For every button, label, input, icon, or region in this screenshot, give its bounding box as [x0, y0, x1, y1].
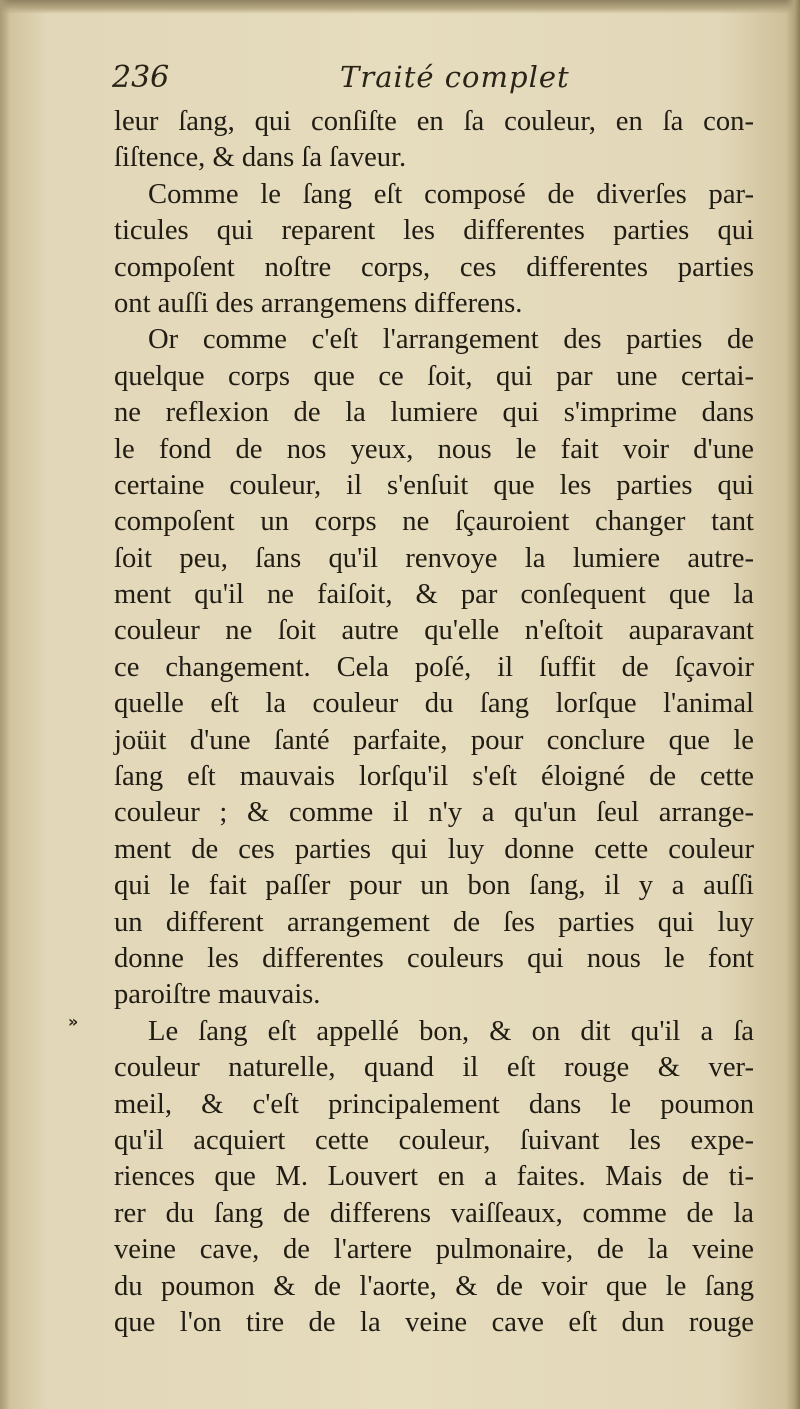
text-line: quelque corps que ce ſoit, qui par une certai- [114, 360, 754, 392]
text-line: qui le fait paſſer pour un bon ſang, il y a auſſi [114, 870, 754, 902]
text-line: rer du ſang de differens vaiſſeaux, comme de la [114, 1197, 754, 1229]
text-line: ment de ces parties qui luy donne cette couleur [114, 833, 754, 865]
text-line: veine cave, de l'artere pulmonaire, de la veine [114, 1234, 754, 1266]
text-line: couleur ne ſoit autre qu'elle n'eſtoit auparavant [114, 615, 754, 647]
text-line: ſang eſt mauvais lorſqu'il s'eſt éloigné de cette [114, 761, 754, 793]
text-line: que l'on tire de la veine cave eſt dun rouge [114, 1306, 754, 1338]
running-title: Traité complet [340, 60, 570, 94]
page-top-edge [0, 0, 800, 14]
text-line: ticules qui reparent les differentes parties qui [114, 215, 754, 247]
text-line: qu'il acquiert cette couleur, ſuivant les expe- [114, 1124, 754, 1156]
page-header [112, 60, 772, 100]
text-line: couleur naturelle, quand il eſt rouge & ver- [114, 1052, 754, 1084]
text-line: ſoit peu, ſans qu'il renvoye la lumiere autre- [114, 542, 754, 574]
text-line: donne les differentes couleurs qui nous le font [114, 942, 754, 974]
text-line: ce changement. Cela poſé, il ſuffit de ſçavoir [114, 651, 754, 683]
text-line: le fond de nos yeux, nous le fait voir d'une [114, 433, 754, 465]
text-line: riences que M. Louvert en a faites. Mais de ti- [114, 1161, 754, 1193]
text-line: ne reflexion de la lumiere qui s'imprime dans [114, 397, 754, 429]
text-line: ment qu'il ne faiſoit, & par conſequent que la [114, 579, 754, 611]
text-line: meil, & c'eſt principalement dans le poumon [114, 1088, 754, 1120]
text-line: ſiſtence, & dans ſa ſaveur. [114, 142, 407, 174]
page-left-edge [0, 0, 10, 1409]
text-line: Or comme c'eſt l'arrangement des parties de [148, 324, 754, 356]
text-line: un different arrangement de ſes parties qui luy [114, 906, 754, 938]
text-line: certaine couleur, il s'enſuit que les parties qui [114, 469, 754, 501]
margin-marker: » [68, 1012, 79, 1031]
text-line: Comme le ſang eſt composé de diverſes par- [148, 178, 754, 210]
page-number: 236 [112, 60, 170, 95]
text-line: couleur ; & comme il n'y a qu'un ſeul arrange- [114, 797, 754, 829]
text-line: leur ſang, qui conſiſte en ſa couleur, en ſa con- [114, 106, 754, 137]
text-line: compoſent noſtre corps, ces differentes parties [114, 251, 754, 283]
text-line: paroiſtre mauvais. [114, 979, 321, 1011]
text-line: du poumon & de l'aorte, & de voir que le ſang [114, 1270, 754, 1302]
page-right-edge [786, 0, 800, 1409]
text-line: joüit d'une ſanté parfaite, pour conclure que le [114, 724, 754, 756]
text-line: Le ſang eſt appellé bon, & on dit qu'il a ſa [148, 1015, 754, 1047]
text-line: ont auſſi des arrangemens differens. [114, 287, 523, 319]
text-line: compoſent un corps ne ſçauroient changer tant [114, 506, 754, 538]
body-text [114, 104, 754, 1341]
text-line: quelle eſt la couleur du ſang lorſque l'animal [114, 688, 754, 720]
